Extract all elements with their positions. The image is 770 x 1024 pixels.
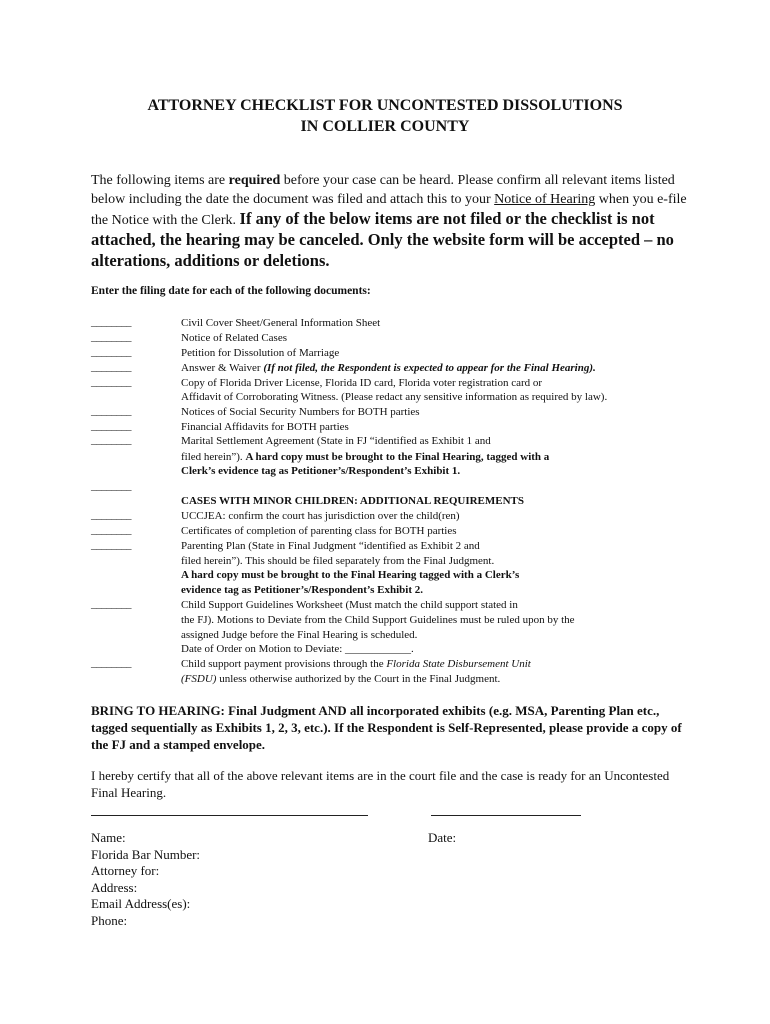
item-parenting-plan-line-3: A hard copy must be brought to the Final Hearing tagged with a Clerk’s	[181, 569, 520, 581]
filing-date-blank[interactable]: ________	[91, 405, 131, 417]
filing-date-blank[interactable]: ________	[91, 361, 131, 373]
msa-hard-copy-note: A hard copy must be brought to the Final Hearing, tagged with a	[245, 451, 550, 463]
msa-filed-herein: filed herein”).	[181, 451, 246, 463]
date-signature-line[interactable]	[431, 815, 581, 816]
attorney-for-label: Attorney for:	[91, 863, 160, 878]
item-msa-line-3: Clerk’s evidence tag as Petitioner’s/Respondent’s Exhibit 1.	[181, 465, 461, 477]
item-answer-waiver	[181, 361, 681, 375]
item-parenting-plan-line-2: filed herein”). This should be filed separately from the Final Judgment.	[181, 555, 495, 567]
address-label: Address:	[91, 879, 138, 895]
item-civil-cover-sheet: Civil Cover Sheet/General Information Sheet	[181, 317, 381, 329]
item-guidelines-line-1: Child Support Guidelines Worksheet (Must match the child support stated in	[181, 599, 518, 611]
intro-warning: If any of the below items are not filed or the checklist is not attached, the hearing may be canceled. Only the website form will be accepted – no alterations, additions or deletions.	[91, 209, 674, 270]
filing-date-blank[interactable]: ________	[91, 346, 131, 358]
filing-date-blank[interactable]: ________	[91, 598, 131, 610]
filing-date-blank[interactable]: ________	[91, 434, 131, 446]
item-parenting-class: Certificates of completion of parenting class for BOTH parties	[181, 525, 457, 537]
date-label: Date:	[428, 830, 457, 845]
bring-to-hearing: BRING TO HEARING: Final Judgment AND all incorporated exhibits (e.g. MSA, Parenting Plan etc., tagged sequentially as Exhibits 1, 2, 3, etc.). If the Respondent is Self-Represented, please provide a copy of the FJ and a stamped envelope.	[91, 703, 682, 752]
answer-note: (If not filed, the Respondent is expected to appear for the Final Hearing).	[263, 362, 596, 374]
filing-date-blank[interactable]: ________	[91, 331, 131, 343]
intro-text-c: when you e-file the Notice with the Clerk.	[91, 192, 687, 228]
filing-date-blank[interactable]: ________	[91, 509, 131, 521]
document-title-line-2: IN COLLIER COUNTY	[300, 118, 470, 135]
filing-date-blank[interactable]: ________	[91, 480, 131, 492]
intro-required: required	[228, 173, 281, 188]
document-title-line-1: ATTORNEY CHECKLIST FOR UNCONTESTED DISSOLUTIONS	[147, 97, 623, 114]
item-guidelines-line-3: assigned Judge before the Final Hearing is scheduled.	[181, 629, 418, 641]
name-label: Name:	[91, 830, 126, 845]
filing-date-blank[interactable]: ________	[91, 376, 131, 388]
item-payment-line-2	[181, 672, 681, 686]
filing-date-blank[interactable]: ________	[91, 657, 131, 669]
phone-label: Phone:	[91, 912, 128, 928]
filing-date-blank[interactable]: ________	[91, 316, 131, 328]
item-parenting-plan-line-4: evidence tag as Petitioner’s/Respondent’s Exhibit 2.	[181, 584, 423, 596]
payment-text: Child support payment provisions through the	[181, 658, 387, 670]
certification-statement: I hereby certify that all of the above relevant items are in the court file and the case is ready for an Uncontested Final Hearing.	[91, 768, 670, 800]
answer-label: Answer & Waiver	[181, 362, 264, 374]
item-payment-line-1	[181, 657, 681, 671]
filing-date-blank[interactable]: ________	[91, 539, 131, 551]
intro-text-b: before your case can be heard. Please confirm all relevant items listed below including the date the document was filed and attach this to your	[91, 173, 675, 207]
intro-paragraph	[91, 171, 691, 272]
item-license-line-1: Copy of Florida Driver License, Florida ID card, Florida voter registration card or	[181, 377, 543, 389]
item-msa-line-1: Marital Settlement Agreement (State in FJ “identified as Exhibit 1 and	[181, 435, 491, 447]
item-msa-line-2	[181, 450, 681, 464]
intro-notice-of-hearing: Notice of Hearing	[494, 192, 596, 207]
email-label: Email Address(es):	[91, 896, 191, 911]
payment-text-2: unless otherwise authorized by the Court in the Final Judgment.	[216, 673, 501, 685]
item-petition: Petition for Dissolution of Marriage	[181, 347, 340, 359]
payment-fsdu: (FSDU)	[181, 673, 217, 685]
item-guidelines-line-2: the FJ). Motions to Deviate from the Child Support Guidelines must be ruled upon by the	[181, 614, 575, 626]
signature-block	[91, 830, 200, 929]
item-guidelines-line-4: Date of Order on Motion to Deviate: ____________.	[181, 643, 414, 655]
bar-number-label: Florida Bar Number:	[91, 846, 201, 862]
item-license-line-2: Affidavit of Corroborating Witness. (Please redact any sensitive information as required by law).	[181, 391, 608, 403]
item-financial-affidavits: Financial Affidavits for BOTH parties	[181, 421, 349, 433]
item-ssn: Notices of Social Security Numbers for BOTH parties	[181, 406, 420, 418]
filing-date-blank[interactable]: ________	[91, 524, 131, 536]
item-parenting-plan-line-1: Parenting Plan (State in Final Judgment “identified as Exhibit 2 and	[181, 540, 480, 552]
minor-children-heading: CASES WITH MINOR CHILDREN: ADDITIONAL REQUIREMENTS	[181, 495, 524, 507]
item-uccjea: UCCJEA: confirm the court has jurisdiction over the child(ren)	[181, 510, 460, 522]
item-related-cases: Notice of Related Cases	[181, 332, 287, 344]
intro-text-a: The following items are	[91, 173, 229, 188]
filing-date-heading: Enter the filing date for each of the following documents:	[91, 285, 371, 297]
name-signature-line[interactable]	[91, 815, 368, 816]
payment-unit-name: Florida State Disbursement Unit	[386, 658, 531, 670]
filing-date-blank[interactable]: ________	[91, 420, 131, 432]
